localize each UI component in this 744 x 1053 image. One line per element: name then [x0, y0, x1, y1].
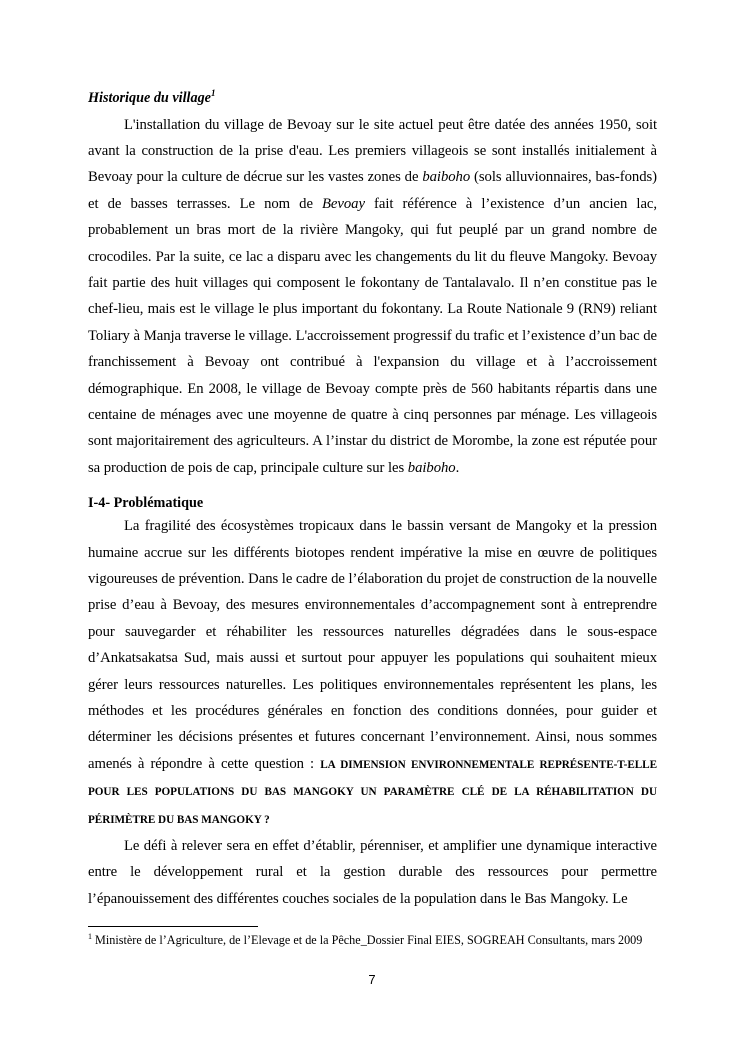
- page-number: 7: [368, 972, 376, 987]
- term-baiboho: baiboho: [407, 459, 456, 476]
- research-question: LA DIMENSION ENVIRONNEMENTALE REPRÉSENTE-T-ELLE POUR LES POPULATIONS DU BAS MANGOKY UN PARAMÈTRE CLÉ DE LA RÉHABILITATION DU PÉRIMÈTRE DU BAS MANGOKY ?: [88, 758, 657, 826]
- term-baiboho: baiboho: [422, 169, 471, 186]
- historique-text: fait référence à l’existence d’un ancien lac, probablement un bras mort de la rivière Mangoky, qui fut peuplé par un grand nombre de crocodiles. Par la suite, ce lac a disparu avec les changements du lit du fleuve Mangoky. Bevoay fait partie des huit villages qui composent le fokontany de Tantalavalo. Il n’en constitue pas le chef-lieu, mais est le village le plus important du fokontany. La Route Nationale 9 (RN9) reliant Toliary à Manja traverse le village. L'accroissement progressif du trafic et l’existence d’un bac de franchissement à Bevoay ont contribué à l'expansion du village et à l’accroissement démographique. En 2008, le village de Bevoay compte près de 560 habitants répartis dans une centaine de ménages avec une moyenne de quatre à cinq personnes par ménage. Les villageois sont majoritairement des agriculteurs. A l’instar du district de Morombe, la zone est réputée pour sa production de pois de cap, principale culture sur les: [88, 195, 657, 476]
- problematique-paragraph: [88, 513, 657, 833]
- term-bevoay: Bevoay: [322, 195, 365, 212]
- page-content: [88, 86, 657, 912]
- historique-text: L'installation du village de Bevoay sur le site actuel peut être datée des années 1950, soit avant la construction de la prise d'eau. Les premiers villageois se sont installés initialement à Bevoay pour la culture de décrue sur les vastes zones de: [88, 116, 657, 186]
- footnote-text: Ministère de l’Agriculture, de l’Elevage et de la Pêche_Dossier Final EIES, SOGREAH Consultants, mars 2009: [92, 933, 643, 947]
- defi-paragraph: Le défi à relever sera en effet d’établir, pérenniser, et amplifier une dynamique interactive entre le développement rural et la gestion durable des ressources pour permettre l’épanouissement des différentes couches sociales de la population dans le Bas Mangoky. Le: [88, 838, 657, 907]
- footnote-number: 1: [88, 932, 92, 941]
- historique-text: (sols alluvionnaires, bas-fonds) et de basses terrasses. Le nom de: [88, 169, 657, 212]
- historique-paragraph: [88, 112, 657, 482]
- problematique-text: La fragilité des écosystèmes tropicaux dans le bassin versant de Mangoky et la pression humaine accrue sur les différents biotopes rendent impérative la mise en œuvre de politiques vigoureuses de prévention. Dans le cadre de l’élaboration du projet de construction de la nouvelle prise d’eau à Bevoay, des mesures environnementales d’accompagnement sont à entreprendre pour sauvegarder et réhabiliter les ressources naturelles dégradées dans le sous-espace d’Ankatsakatsa Sud, mais aussi et surtout pour appuyer les populations qui souhaitent mieux gérer leurs ressources naturelles. Les politiques environnementales représentent les plans, les méthodes et les procédures générales en fonction des conditions données, pour guider et déterminer les décisions présentes et futures concernant l’environnement. Ainsi, nous sommes amenés à répondre à cette question :: [88, 518, 657, 772]
- footnote-reference: 1: [210, 88, 216, 98]
- historique-title: Historique du village: [88, 90, 211, 106]
- footnote-divider: [88, 926, 258, 927]
- problematique-heading: I-4- Problématique: [88, 495, 204, 512]
- footnote: [88, 933, 658, 948]
- historique-text: .: [455, 459, 460, 476]
- historique-heading: [88, 86, 657, 112]
